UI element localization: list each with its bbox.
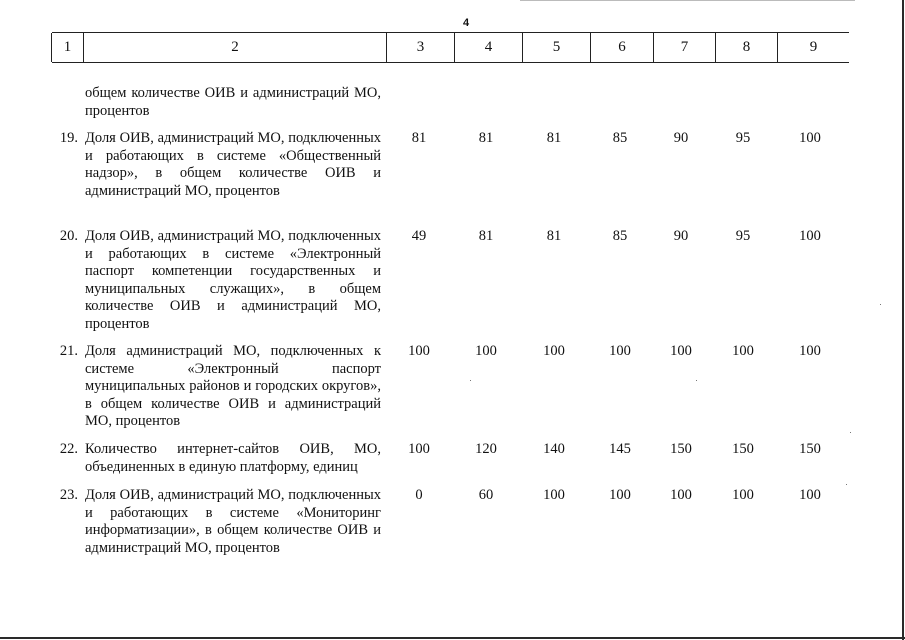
scan-speck — [880, 304, 881, 305]
cell-col-3: 100 — [408, 441, 430, 457]
cell-col-7: 90 — [673, 130, 689, 146]
row-number: 21. — [59, 343, 78, 359]
row-description: Доля ОИВ, администраций МО, подключенных и работающих в системе «Мониторинг информатизации», в общем количестве ОИВ и администраций МО, процентов — [85, 487, 381, 556]
row-number: 23. — [59, 487, 78, 503]
header-col-8: 8 — [742, 39, 751, 55]
cell-col-4: 120 — [475, 441, 497, 457]
cell-col-8: 150 — [732, 441, 754, 457]
cell-col-6: 85 — [612, 130, 628, 146]
cell-col-3: 100 — [408, 343, 430, 359]
cell-col-5: 81 — [546, 130, 562, 146]
row-number: 20. — [59, 228, 78, 244]
cell-col-9: 150 — [799, 441, 821, 457]
cell-col-8: 100 — [732, 487, 754, 503]
cell-col-8: 95 — [735, 228, 751, 244]
row-number: 19. — [59, 130, 78, 146]
row-description: Количество интернет-сайтов ОИВ, МО, объединенных в единую платформу, единиц — [85, 441, 381, 475]
table-header-row — [52, 32, 849, 63]
header-col-5: 5 — [552, 39, 561, 55]
cell-col-6: 100 — [609, 487, 631, 503]
scan-speck — [696, 380, 697, 381]
scan-speck — [846, 484, 847, 485]
cell-col-6: 85 — [612, 228, 628, 244]
cell-col-3: 49 — [411, 228, 427, 244]
cell-col-5: 81 — [546, 228, 562, 244]
cell-col-5: 140 — [543, 441, 565, 457]
cell-col-5: 100 — [543, 487, 565, 503]
cell-col-7: 100 — [670, 487, 692, 503]
cell-col-9: 100 — [799, 228, 821, 244]
cell-col-8: 95 — [735, 130, 751, 146]
row-number: 22. — [59, 441, 78, 457]
cell-col-8: 100 — [732, 343, 754, 359]
cell-col-9: 100 — [799, 130, 821, 146]
header-col-7: 7 — [680, 39, 689, 55]
cell-col-7: 90 — [673, 228, 689, 244]
scan-speck — [470, 380, 471, 381]
row-description: Доля ОИВ, администраций МО, подключенных и работающих в системе «Общественный надзор», в общем количестве ОИВ и администраций МО, процентов — [85, 130, 381, 199]
cell-col-4: 60 — [478, 487, 494, 503]
top-edge-line — [520, 0, 855, 1]
row-description: общем количестве ОИВ и администраций МО, процентов — [85, 85, 381, 119]
page-number: 4 — [463, 17, 470, 29]
cell-col-4: 81 — [478, 228, 494, 244]
cell-col-9: 100 — [799, 343, 821, 359]
row-description: Доля администраций МО, подключенных к системе «Электронный паспорт муниципальных районов и городских округов», в общем количестве ОИВ и администраций МО, процентов — [85, 343, 381, 429]
page-bottom-border — [0, 637, 905, 639]
cell-col-9: 100 — [799, 487, 821, 503]
cell-col-6: 100 — [609, 343, 631, 359]
cell-col-7: 100 — [670, 343, 692, 359]
header-col-1: 1 — [63, 39, 72, 55]
page-right-border — [902, 0, 904, 640]
cell-col-4: 100 — [475, 343, 497, 359]
cell-col-3: 81 — [411, 130, 427, 146]
cell-col-6: 145 — [609, 441, 631, 457]
cell-col-3: 0 — [415, 487, 423, 503]
cell-col-7: 150 — [670, 441, 692, 457]
scan-speck — [850, 432, 851, 433]
header-col-4: 4 — [484, 39, 493, 55]
header-col-6: 6 — [618, 39, 626, 55]
header-col-3: 3 — [416, 39, 425, 55]
row-description: Доля ОИВ, администраций МО, подключенных и работающих в системе «Электронный паспорт компетенции государственных и муниципальных служащих», в общем количестве ОИВ и администраций МО, процентов — [85, 228, 381, 332]
header-col-9: 9 — [809, 39, 818, 55]
header-col-2: 2 — [231, 39, 239, 55]
cell-col-4: 81 — [478, 130, 494, 146]
cell-col-5: 100 — [543, 343, 565, 359]
